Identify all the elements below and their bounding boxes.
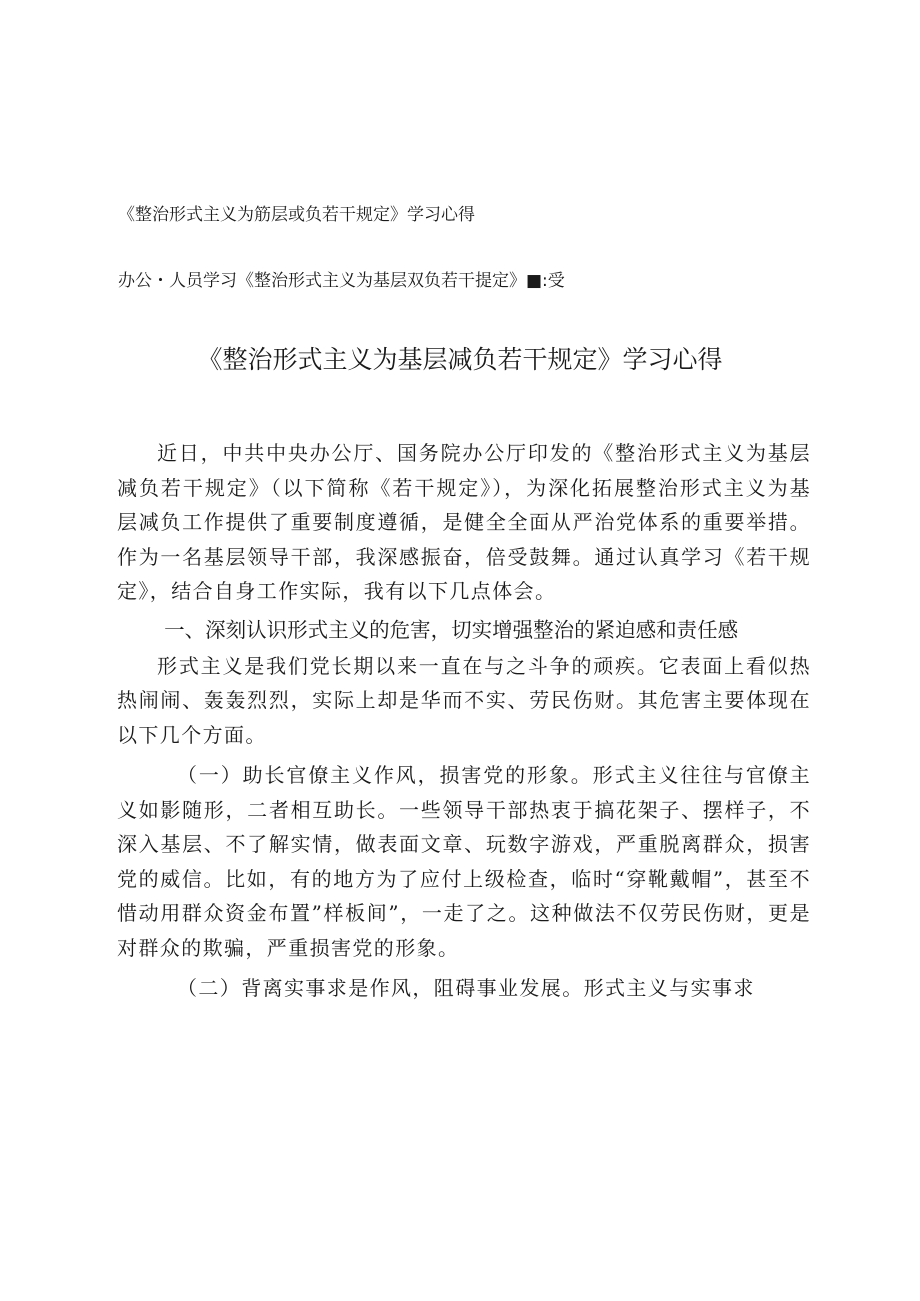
toc-line-1: 《整治形式主义为筋层或负若干规定》学习心得: [118, 205, 475, 225]
document-title: 《整治形式主义为基层减负若干规定》学习心得: [197, 345, 723, 374]
section-1-heading: 一、深刻认识形式主义的危害，切实增强整治的紧迫感和责任感: [164, 617, 739, 642]
section-1-paragraph: 形式主义是我们党长期以来一直在与之斗争的顽疾。它表面上看似热热闹闹、轰轰烈烈，实际上却是华而不实、劳民伤财。其危害主要体现在以下几个方面。: [117, 653, 811, 747]
toc-line-2: 办公・人员学习《整治形式主义为基层双负若干提定》■:受: [118, 271, 565, 291]
document-body: [117, 436, 811, 1006]
intro-paragraph: 近日，中共中央办公厅、国务院办公厅印发的《整治形式主义为基层减负若干规定》（以下简称《若干规定》），为深化拓展整治形式主义为基层减负工作提供了重要制度遵循，是健全全面从严治党体系的重要举措。作为一名基层领导干部，我深感振奋，倍受鼓舞。通过认真学习《若干规定》，结合自身工作实际，我有以下几点体会。: [117, 441, 811, 603]
point-1-paragraph: （一）助长官僚主义作风，损害党的形象。形式主义往往与官僚主义如影随形，二者相互助长。一些领导干部热衷于搞花架子、摆样子，不深入基层、不了解实情，做表面文章、玩数字游戏，严重脱离群众，损害党的威信。比如，有的地方为了应付上级检查，临时“穿靴戴帽”，甚至不惜动用群众资金布置”样板间”，一走了之。这种做法不仅劳民伤财，更是对群众的欺骗，严重损害党的形象。: [117, 763, 811, 960]
point-2-paragraph: （二）背离实事求是作风，阻碍事业发展。形式主义与实事求: [177, 976, 755, 1000]
